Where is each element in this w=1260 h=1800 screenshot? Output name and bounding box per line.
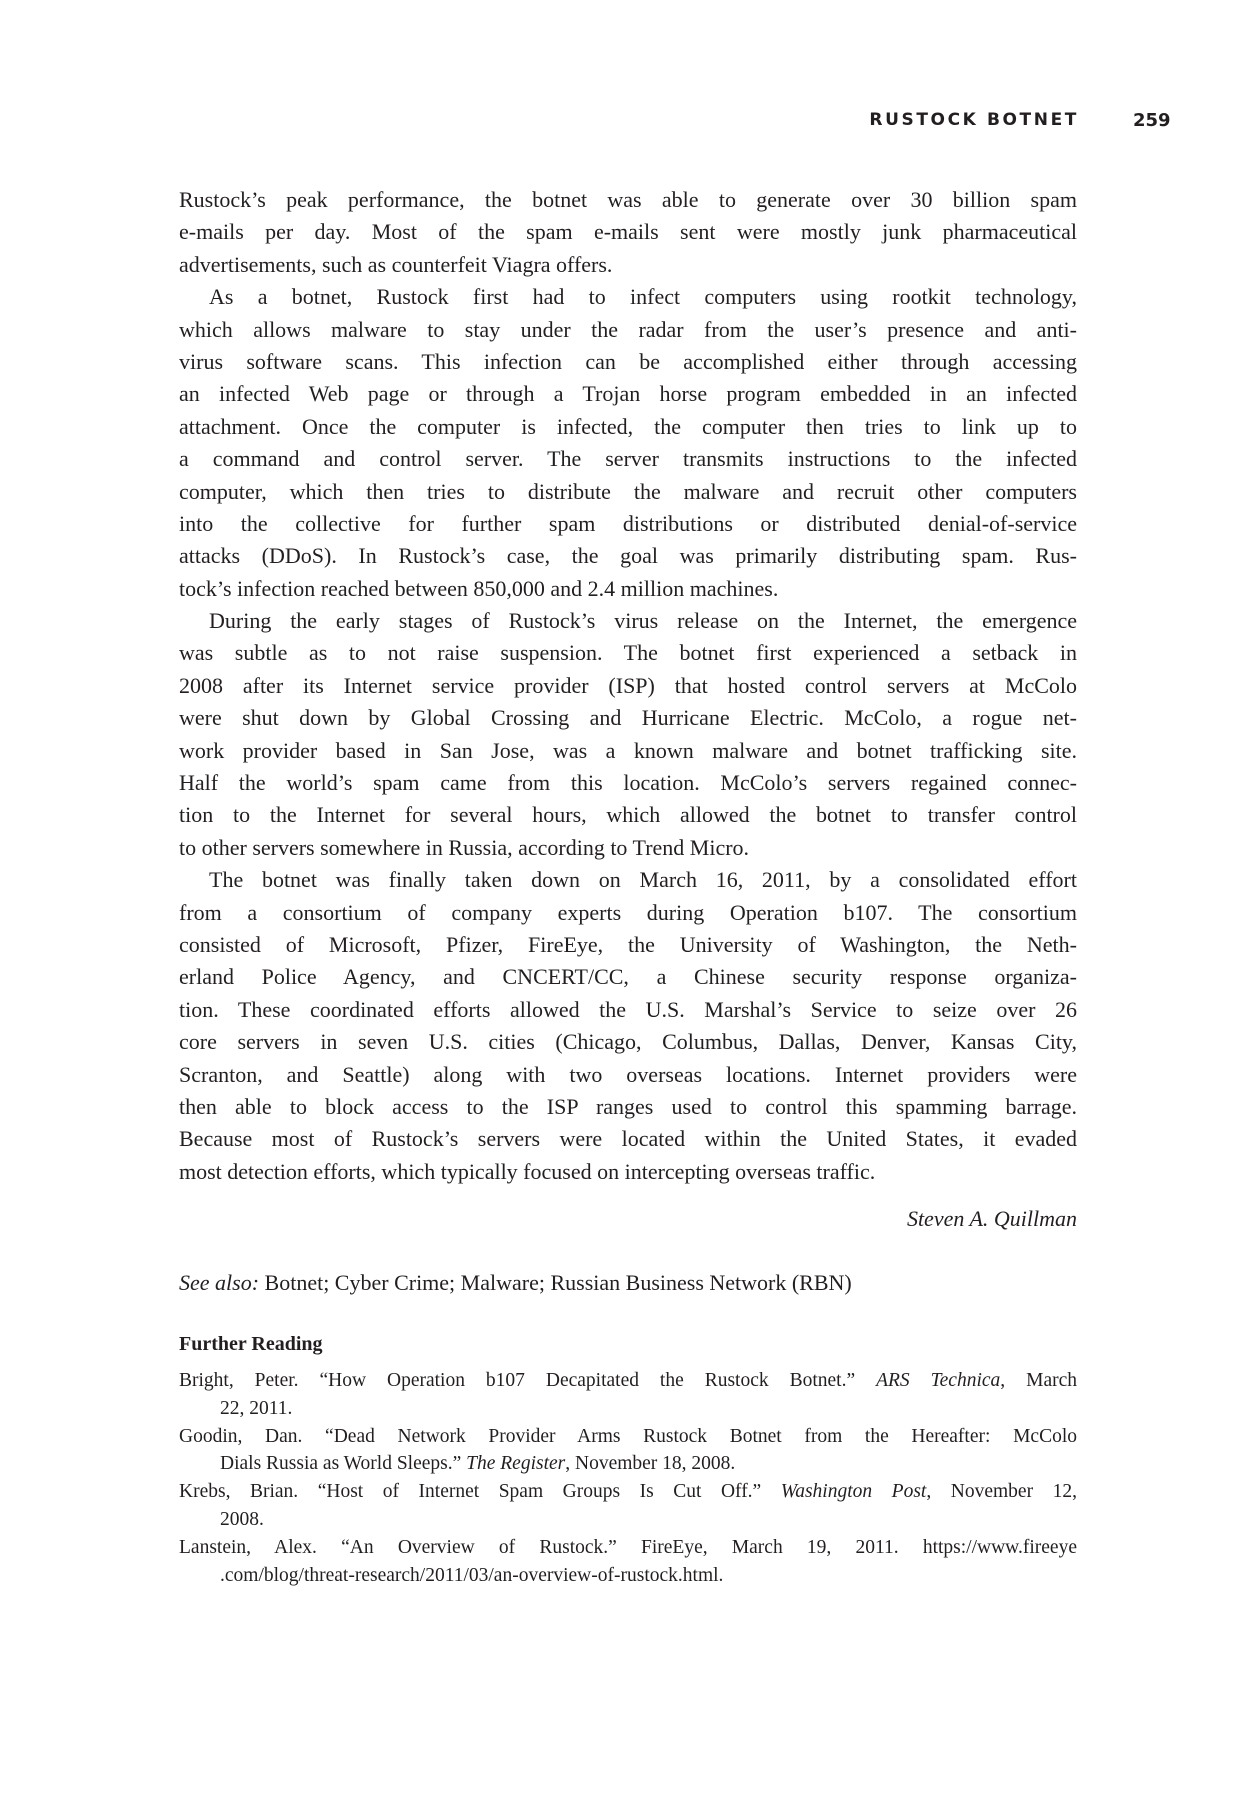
text-line: Because most of Rustock’s servers were located within the United States, it evaded: [179, 1126, 1077, 1152]
text-line: from a consortium of company experts during Operation b107. The consortium: [179, 899, 1077, 925]
text-line: an infected Web page or through a Trojan horse program embedded in an infected: [179, 381, 1077, 407]
text-line: a command and control server. The server transmits instructions to the infected: [179, 446, 1077, 472]
reference-line: [179, 1534, 1077, 1562]
running-head: [0, 106, 1260, 134]
reference-text: Dials Russia as World Sleeps.”: [220, 1453, 467, 1475]
text-line: were shut down by Global Crossing and Hurricane Electric. McColo, a rogue net-: [179, 705, 1077, 731]
text-line: tion. These coordinated efforts allowed the U.S. Marshal’s Service to seize over 26: [179, 996, 1077, 1022]
reference-text: , November 12,: [926, 1481, 1077, 1503]
text-line: to other servers somewhere in Russia, according to Trend Micro.: [179, 834, 750, 860]
paragraph: [179, 184, 1077, 281]
reference-text: Lanstein, Alex. “An Overview of Rustock.” FireEye, March 19, 2011. https://www.fireeye: [179, 1536, 1077, 1558]
reference-text: , March: [1000, 1370, 1077, 1391]
text-line: tion to the Internet for several hours, which allowed the botnet to transfer control: [179, 802, 1077, 828]
text-line: into the collective for further spam distributions or distributed denial-of-service: [179, 510, 1077, 536]
text-line: During the early stages of Rustock’s virus release on the Internet, the emergence: [209, 608, 1077, 634]
text-line: e-mails per day. Most of the spam e-mails sent were mostly junk pharmaceutical: [179, 219, 1077, 245]
publication-title: ARS Technica: [876, 1370, 1001, 1391]
reference-entry: [179, 1478, 1077, 1534]
text-line: tock’s infection reached between 850,000 and 2.4 million machines.: [179, 575, 779, 601]
reference-text: Goodin, Dan. “Dead Network Provider Arms Rustock Botnet from the Hereafter: McColo: [179, 1425, 1077, 1447]
text-line: 2008 after its Internet service provider (ISP) that hosted control servers at McColo: [179, 672, 1077, 698]
text-line: advertisements, such as counterfeit Viagra offers.: [179, 251, 613, 277]
reference-line: [179, 1423, 1077, 1451]
paragraph: [179, 281, 1077, 605]
text-line: then able to block access to the ISP ranges used to control this spamming barrage.: [179, 1093, 1077, 1119]
see-also-links: Botnet; Cyber Crime; Malware; Russian Business Network (RBN): [259, 1270, 852, 1295]
further-reading-list: [179, 1367, 1077, 1589]
see-also-label: See also:: [179, 1270, 260, 1295]
paragraph: [179, 864, 1077, 1188]
reference-text: Krebs, Brian. “Host of Internet Spam Groups Is Cut Off.”: [179, 1481, 781, 1503]
reference-text: Bright, Peter. “How Operation b107 Decapitated the Rustock Botnet.”: [179, 1370, 877, 1391]
reference-text: 2008.: [220, 1508, 264, 1530]
see-also: [179, 1270, 852, 1296]
reference-entry: [179, 1534, 1077, 1590]
text-line: attachment. Once the computer is infected, the computer then tries to link up to: [179, 413, 1077, 439]
reference-entry: [179, 1423, 1077, 1479]
page-number: 259: [1133, 110, 1171, 131]
text-line: attacks (DDoS). In Rustock’s case, the goal was primarily distributing spam. Rus-: [179, 543, 1077, 569]
author-signature: Steven A. Quillman: [906, 1206, 1077, 1231]
reference-line: [179, 1367, 1077, 1395]
text-line: core servers in seven U.S. cities (Chicago, Columbus, Dallas, Denver, Kansas City,: [179, 1029, 1077, 1055]
reference-line: [179, 1450, 1077, 1478]
running-head-title: RUSTOCK BOTNET: [869, 110, 1079, 130]
text-line: consisted of Microsoft, Pfizer, FireEye, the University of Washington, the Neth-: [179, 931, 1077, 957]
text-line: virus software scans. This infection can be accomplished either through accessing: [179, 348, 1077, 374]
text-line: erland Police Agency, and CNCERT/CC, a Chinese security response organiza-: [179, 964, 1077, 990]
paragraph: [179, 605, 1077, 864]
text-line: was subtle as to not raise suspension. The botnet first experienced a setback in: [179, 640, 1077, 666]
reference-entry: [179, 1367, 1077, 1423]
article-body: [179, 184, 1077, 1188]
text-line: The botnet was finally taken down on March 16, 2011, by a consolidated effort: [209, 867, 1077, 893]
publication-title: The Register: [466, 1453, 566, 1475]
reference-text: .com/blog/threat-research/2011/03/an-overview-of-rustock.html.: [220, 1564, 724, 1586]
text-line: Scranton, and Seattle) along with two overseas locations. Internet providers were: [179, 1061, 1077, 1087]
reference-line: [179, 1562, 1077, 1590]
publication-title: Washington Post: [780, 1481, 927, 1503]
reference-line: [179, 1478, 1077, 1506]
text-line: As a botnet, Rustock first had to infect computers using rootkit technology,: [209, 284, 1077, 310]
reference-text: , November 18, 2008.: [565, 1453, 736, 1475]
reference-text: 22, 2011.: [220, 1397, 293, 1419]
text-line: which allows malware to stay under the radar from the user’s presence and anti-: [179, 316, 1077, 342]
text-line: Rustock’s peak performance, the botnet was able to generate over 30 billion spam: [179, 187, 1077, 212]
reference-line: [179, 1395, 1077, 1423]
text-line: most detection efforts, which typically focused on intercepting overseas traffic.: [179, 1158, 876, 1184]
reference-line: [179, 1506, 1077, 1534]
text-line: Half the world’s spam came from this location. McColo’s servers regained connec-: [179, 770, 1077, 796]
further-reading-heading: Further Reading: [179, 1333, 323, 1355]
text-line: computer, which then tries to distribute the malware and recruit other computers: [179, 478, 1077, 504]
text-line: work provider based in San Jose, was a known malware and botnet trafficking site.: [179, 737, 1077, 763]
